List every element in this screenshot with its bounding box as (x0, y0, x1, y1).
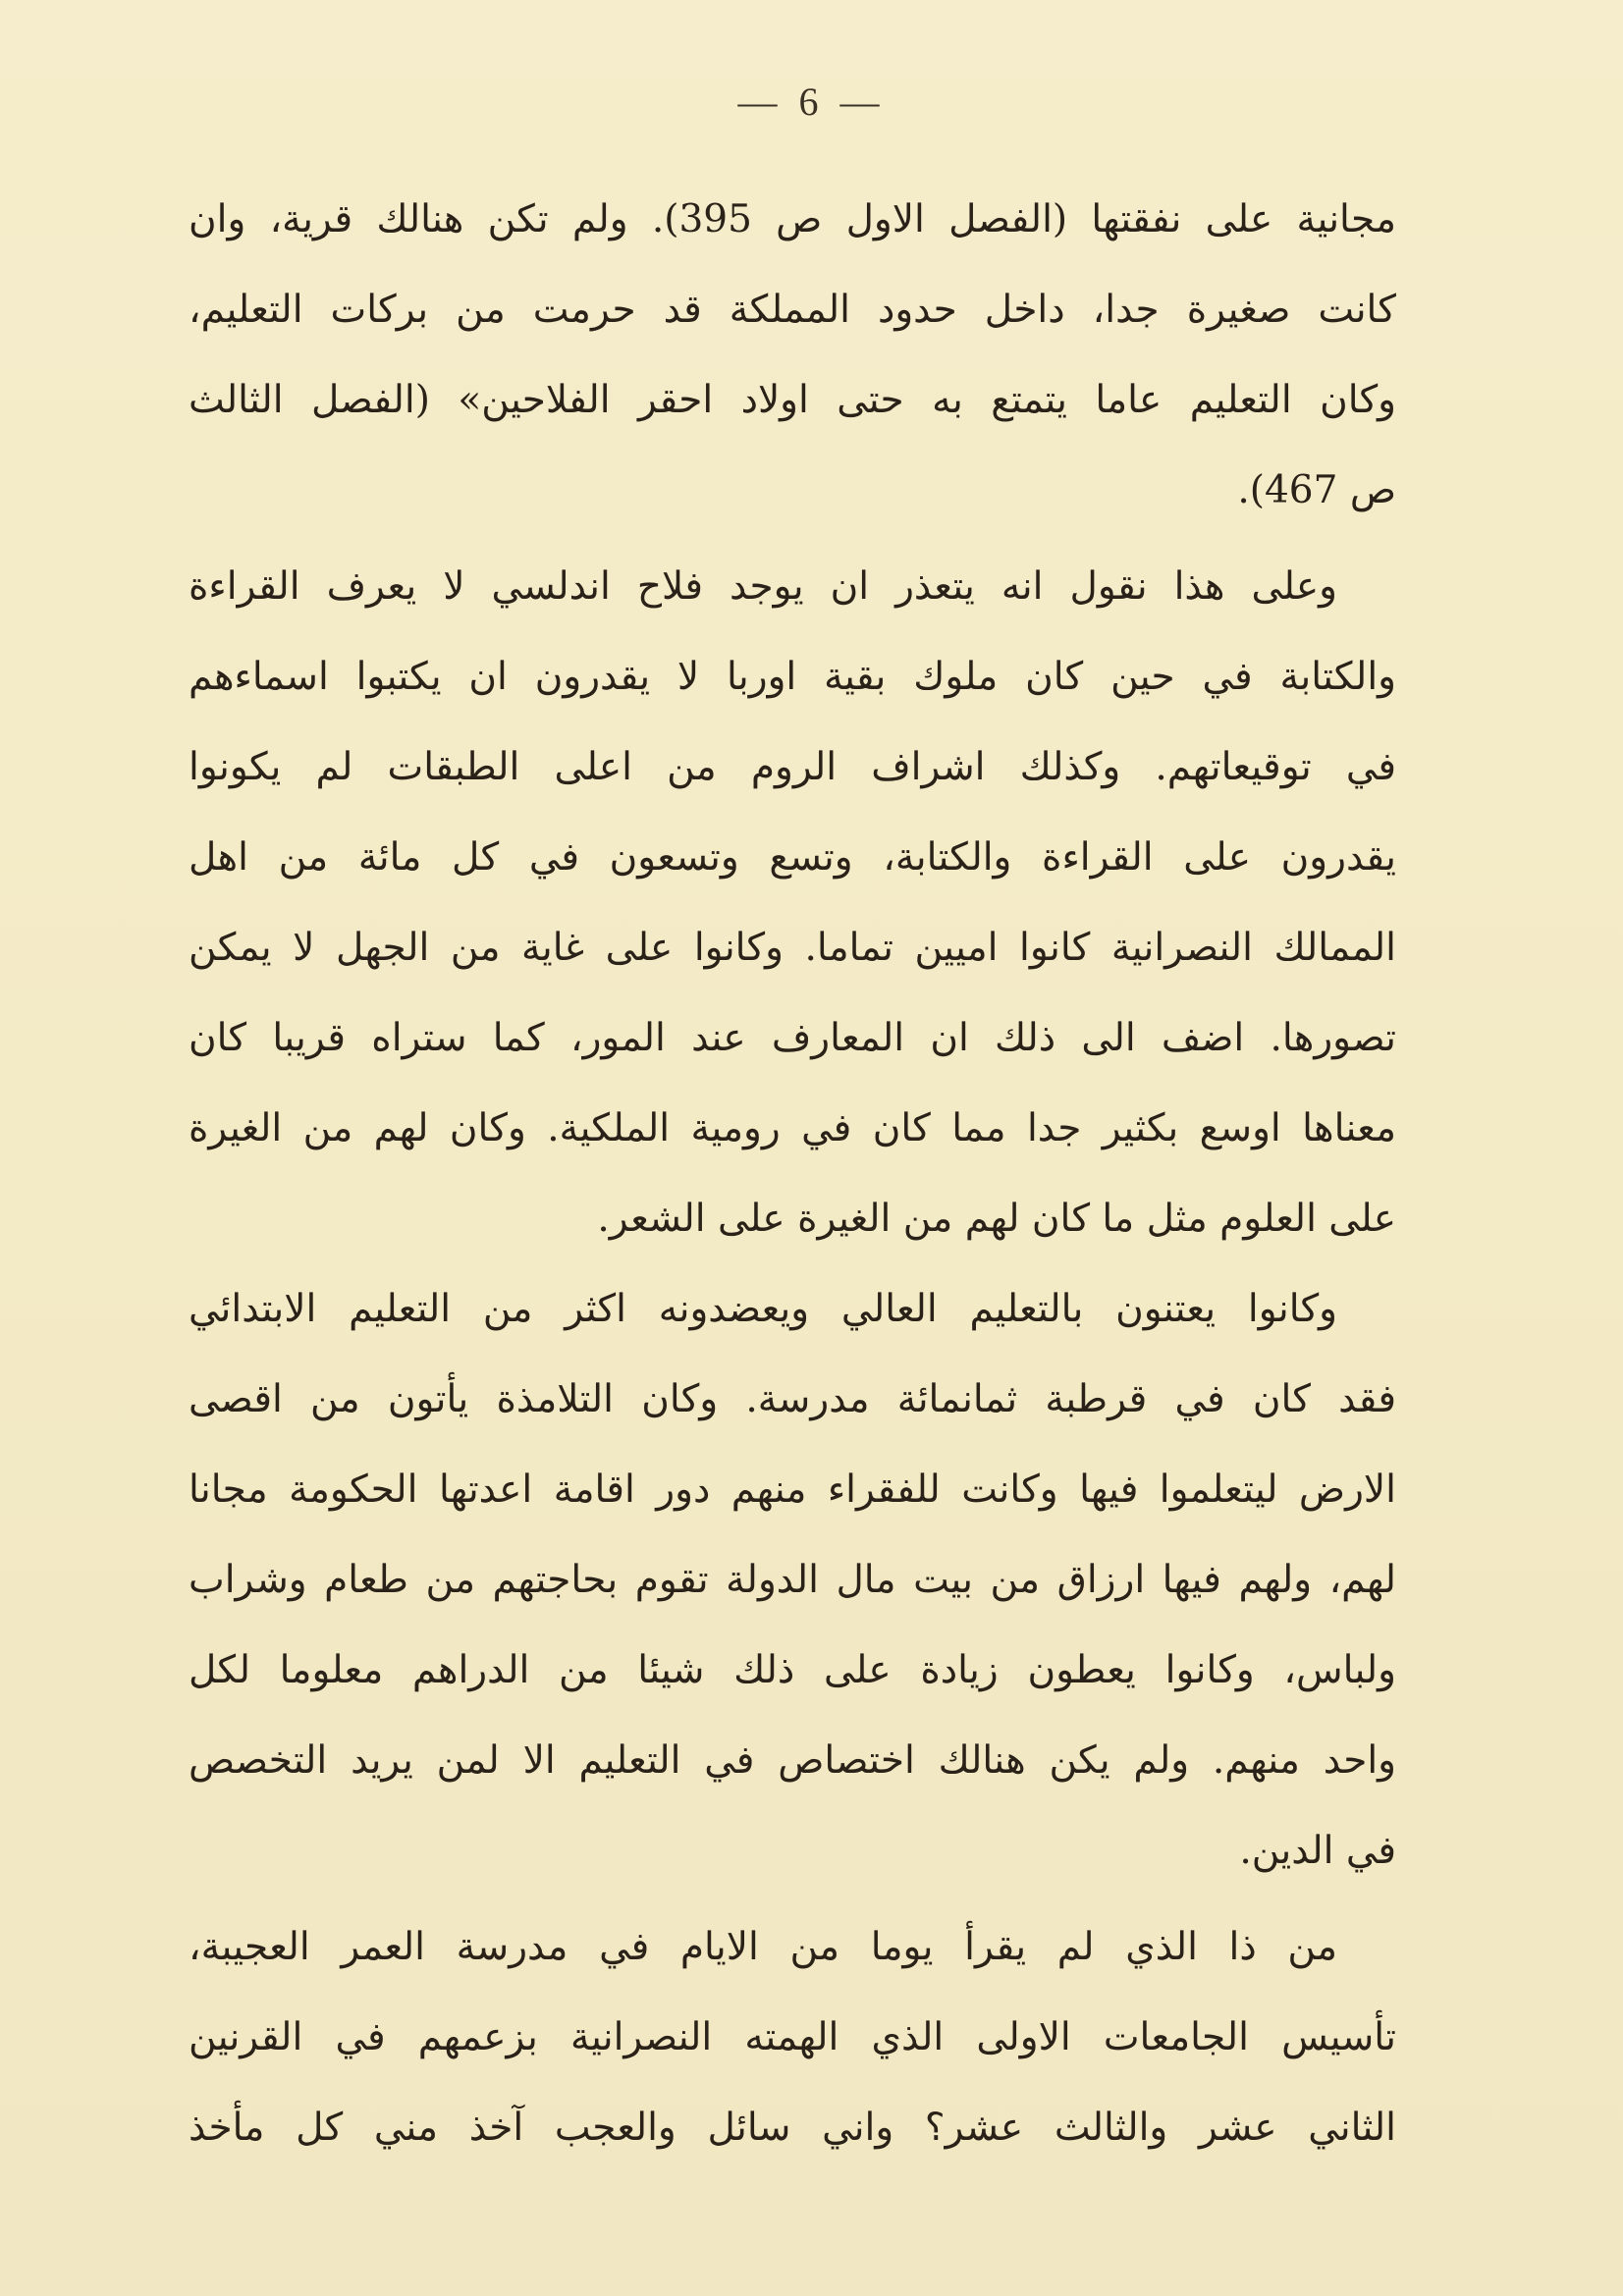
text-line: في الدين. (1239, 1829, 1396, 1873)
text-line: ص 467). (1237, 468, 1396, 512)
text-line: مجانية على نفقتها (الفصل الاول ص 395). ولم تكن هنالك قرية، وان (189, 197, 1396, 241)
text-line: والكتابة في حين كان ملوك بقية اوربا لا يقدرون ان يكتبوا اسماءهم (189, 655, 1396, 699)
text-line: كانت صغيرة جدا، داخل حدود المملكة قد حرمت من بركات التعليم، (189, 288, 1396, 332)
paragraph-2 (189, 542, 1396, 1264)
text-line: الارض ليتعلموا فيها وكانت للفقراء منهم دور اقامة اعدتها الحكومة مجانا (189, 1468, 1396, 1512)
page-number: — 6 — (737, 80, 886, 124)
paragraph-4 (189, 1902, 1396, 2173)
text-line: من ذا الذي لم يقرأ يوما من الايام في مدرسة العمر العجيبة، (189, 1925, 1337, 1969)
text-line: فقد كان في قرطبة ثمانمائة مدرسة. وكان التلامذة يأتون من اقصى (189, 1377, 1396, 1421)
text-line: الممالك النصرانية كانوا اميين تماما. وكانوا على غاية من الجهل لا يمكن (189, 926, 1396, 970)
text-line: على العلوم مثل ما كان لهم من الغيرة على الشعر. (597, 1197, 1396, 1241)
body-text (189, 175, 1396, 2173)
text-line: يقدرون على القراءة والكتابة، وتسع وتسعون في كل مائة من اهل (189, 835, 1396, 880)
text-line: في توقيعاتهم. وكذلك اشراف الروم من اعلى الطبقات لم يكونوا (189, 745, 1396, 789)
text-line: وكان التعليم عاما يتمتع به حتى اولاد احقر الفلاحين» (الفصل الثالث (189, 378, 1396, 422)
text-line: تأسيس الجامعات الاولى الذي الهمته النصرانية بزعمهم في القرنين (189, 2015, 1396, 2059)
text-line: لهم، ولهم فيها ارزاق من بيت مال الدولة تقوم بحاجتهم من طعام وشراب (189, 1558, 1396, 1602)
text-line: وعلى هذا نقول انه يتعذر ان يوجد فلاح اندلسي لا يعرف القراءة (189, 564, 1337, 609)
text-line: معناها اوسع بكثير جدا مما كان في رومية الملكية. وكان لهم من الغيرة (189, 1106, 1396, 1150)
text-line: تصورها. اضف الى ذلك ان المعارف عند المور، كما ستراه قريبا كان (189, 1016, 1396, 1060)
text-line: واحد منهم. ولم يكن هنالك اختصاص في التعليم الا لمن يريد التخصص (189, 1738, 1396, 1783)
paragraph-3 (189, 1264, 1396, 1896)
text-line: ولباس، وكانوا يعطون زيادة على ذلك شيئا من الدراهم معلوما لكل (189, 1648, 1396, 1692)
text-line: الثاني عشر والثالث عشر؟ واني سائل والعجب آخذ مني كل مأخذ (189, 2106, 1396, 2150)
paragraph-1 (189, 175, 1396, 536)
text-line: وكانوا يعتنون بالتعليم العالي ويعضدونه اكثر من التعليم الابتدائي (189, 1287, 1337, 1331)
